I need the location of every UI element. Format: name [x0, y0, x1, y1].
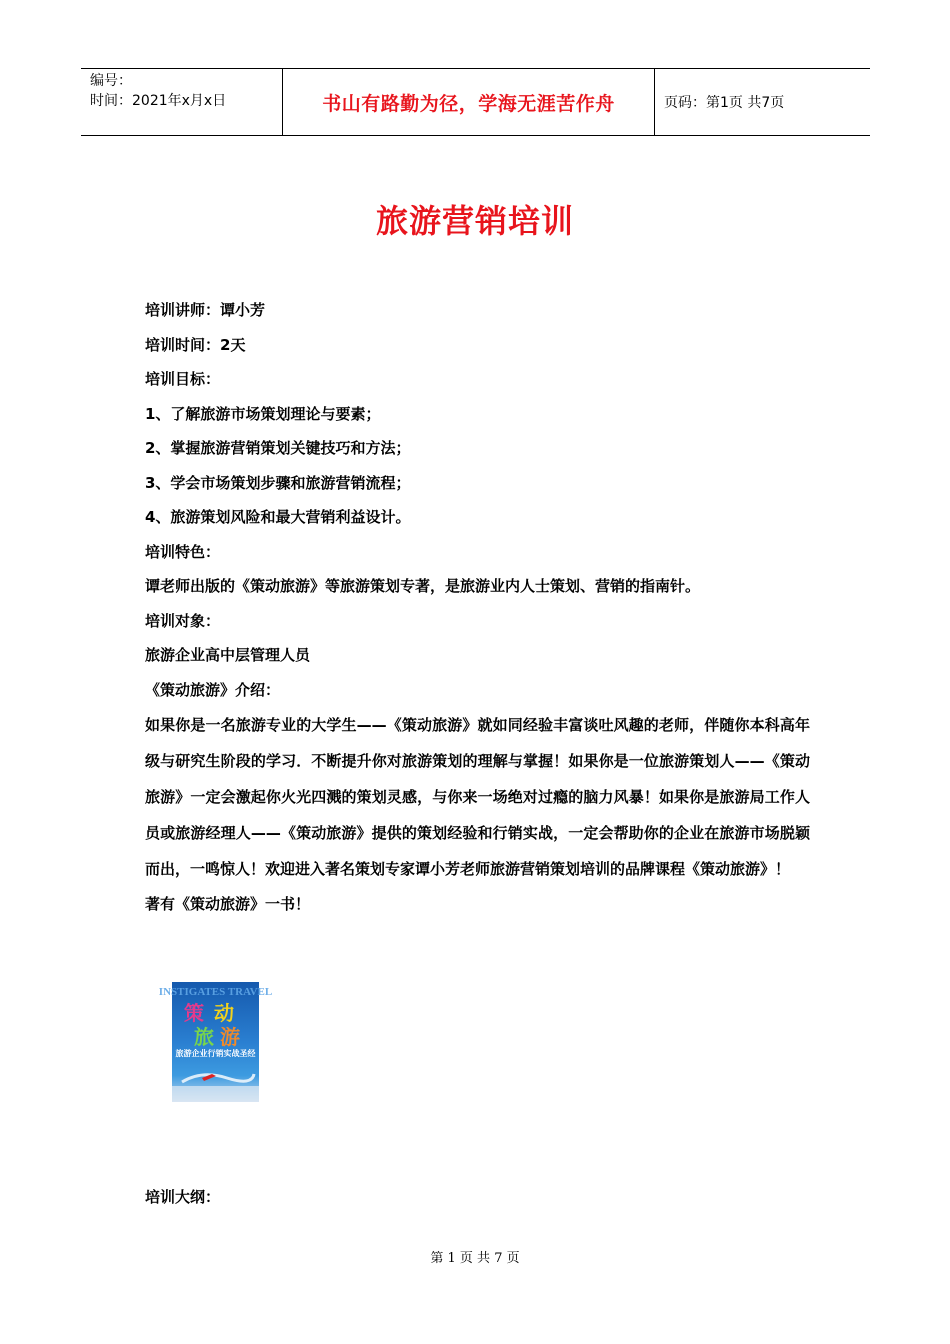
header-motto: 书山有路勤为径，学海无涯苦作舟 — [282, 69, 655, 135]
book-cover-char: 动 — [214, 1001, 234, 1025]
header-meta-cell — [81, 69, 282, 135]
outline-heading: 培训大纲： — [145, 1188, 221, 1206]
duration-line: 培训时间：2天 — [145, 335, 246, 354]
objective-item: 1、了解旅游市场策划理论与要素； — [145, 404, 381, 423]
book-intro-paragraph: 如果你是一名旅游专业的大学生——《策动旅游》就如同经验丰富谈吐风趣的老师，伴随你本科高年级与研究生阶段的学习．不断提升你对旅游策划的理解与掌握！如果你是一位旅游策划人——《策动旅游》一定会激起你火光四溅的策划灵感，与你来一场绝对过瘾的脑力风暴！如果你是旅游局工作人员或旅游经理人——《策动旅游》提供的策划经验和行销实战，一定会帮助你的企业在旅游市场脱颖而出，一鸣惊人！欢迎进入著名策划专家谭小芳老师旅游营销策划培训的品牌课程《策动旅游》！ — [145, 716, 810, 878]
document-date-label: 时间：2021年x月x日 — [90, 93, 227, 109]
document-number-label: 编号： — [90, 73, 132, 89]
book-note: 著有《策动旅游》一书！ — [145, 895, 311, 913]
document-body — [145, 297, 810, 926]
book-cover-art — [158, 982, 273, 1102]
audience-text: 旅游企业高中层管理人员 — [145, 646, 311, 664]
objective-item: 4、旅游策划风险和最大营销利益设计。 — [145, 508, 411, 526]
header-page-number: 页码：第1页 共7页 — [664, 95, 785, 111]
document-title: 旅游营销培训 — [375, 202, 574, 240]
page-footer: 第 1 页 共 7 页 — [430, 1251, 520, 1266]
document-header-table — [81, 68, 870, 136]
features-heading: 培训特色： — [145, 542, 221, 561]
book-cover-subtitle: 旅游企业行销实战圣经 — [175, 1049, 256, 1058]
instructor-line: 培训讲师：谭小芳 — [145, 301, 266, 319]
audience-heading: 培训对象： — [145, 611, 221, 630]
book-cover-char: 策 — [184, 1001, 204, 1025]
book-cover-top-text: INSTIGATES TRAVEL — [158, 986, 273, 998]
book-cover-char: 游 — [220, 1025, 240, 1049]
objective-item: 2、掌握旅游营销策划关键技巧和方法； — [145, 439, 411, 457]
book-intro-heading: 《策动旅游》介绍： — [145, 680, 281, 699]
objective-item: 3、学会市场策划步骤和旅游营销流程； — [145, 473, 411, 492]
book-cover-image — [158, 982, 273, 1102]
book-cover-char: 旅 — [194, 1025, 214, 1049]
features-text: 谭老师出版的《策动旅游》等旅游策划专著，是旅游业内人士策划、营销的指南针。 — [145, 577, 701, 595]
objectives-heading: 培训目标： — [145, 370, 221, 388]
